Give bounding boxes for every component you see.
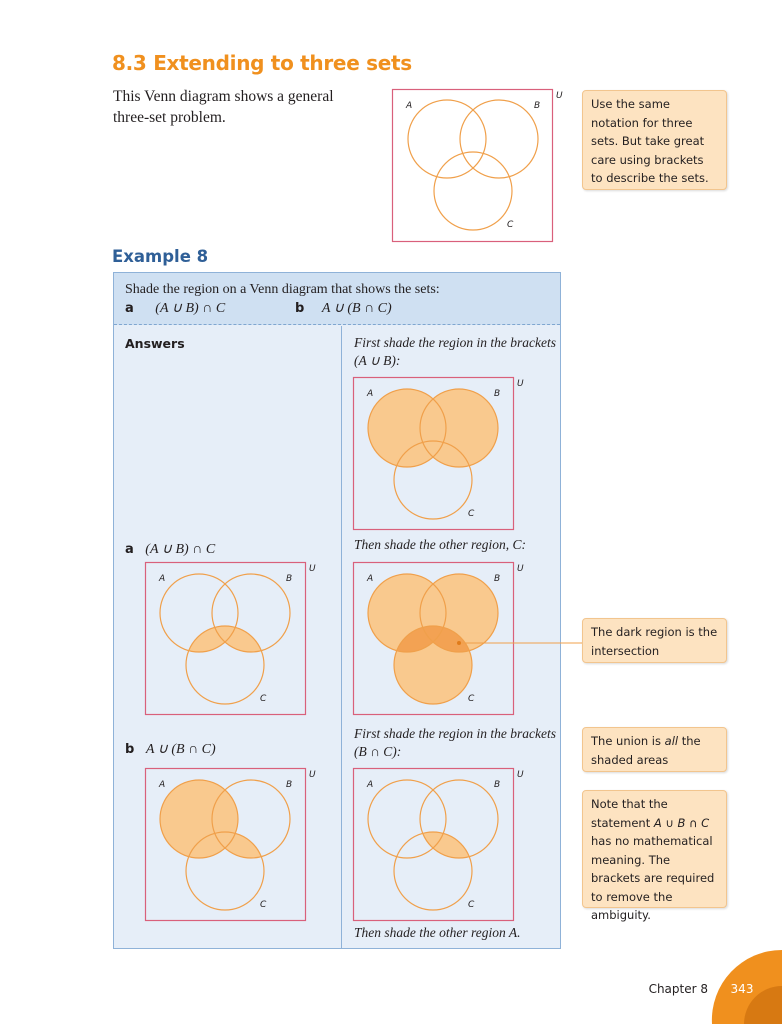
svg-text:C: C (260, 900, 267, 910)
part-a-label: a (125, 301, 134, 316)
venn-frame (393, 90, 553, 242)
svg-text:U: U (517, 564, 524, 574)
svg-text:U: U (309, 564, 316, 574)
svg-text:B: B (494, 389, 501, 399)
step-2-text: Then shade the other region, C: (354, 537, 526, 552)
svg-text:C: C (468, 694, 475, 704)
part-b-label: b (295, 301, 305, 316)
svg-text:C: C (468, 900, 475, 910)
part-a-expr: (A ∪ B) ∩ C (155, 301, 226, 316)
intro-text: This Venn diagram shows a general three-set problem. (113, 88, 334, 126)
venn-step3-b-intersect-c (353, 768, 524, 923)
step-1-text: First shade the region in the brackets (A ∪ B): (354, 335, 556, 368)
section-title: 8.3 Extending to three sets (112, 51, 412, 75)
svg-text:B: B (494, 780, 501, 790)
part-b-expr: A ∪ (B ∩ C) (321, 301, 392, 316)
question-area (114, 273, 560, 325)
svg-text:U: U (309, 770, 316, 780)
question-part-b (295, 300, 392, 317)
venn-general (392, 89, 563, 243)
svg-text:A: A (367, 574, 374, 584)
svg-text:B: B (494, 574, 501, 584)
pointer-line (455, 638, 585, 648)
label-u: U (556, 91, 563, 101)
step-4-text: Then shade the other region A. (354, 925, 521, 940)
svg-text:C: C (260, 694, 267, 704)
circle-c (434, 152, 512, 230)
svg-text:A: A (159, 780, 166, 790)
svg-text:B: B (286, 780, 293, 790)
label-c: C (507, 220, 514, 230)
question-text: Shade the region on a Venn diagram that shows the sets: (125, 282, 440, 297)
step-3-text: First shade the region in the brackets (B ∩ C): (354, 726, 556, 759)
answer-b-heading: b A ∪ (B ∩ C) (125, 742, 216, 757)
answer-a-heading: a (A ∪ B) ∩ C (125, 542, 216, 557)
svg-text:A: A (367, 780, 374, 790)
venn-answer-b (145, 768, 316, 923)
circle-b (460, 100, 541, 178)
note-notation: Use the same notation for three sets. But take great care using brackets to describe the sets. (582, 90, 727, 190)
svg-text:U: U (517, 770, 524, 780)
svg-text:C: C (468, 509, 475, 519)
note-union: The union is all the shaded areas (582, 727, 727, 772)
venn-answer-a (145, 562, 316, 717)
page-number: 343 (730, 982, 754, 996)
question-part-a (125, 300, 225, 317)
example-title: Example 8 (112, 247, 209, 266)
answers-label: Answers (125, 336, 185, 351)
svg-text:A: A (367, 389, 374, 399)
footer-chapter: Chapter 8 (648, 982, 708, 996)
label-a: A (406, 101, 413, 111)
column-divider (341, 326, 342, 948)
note-ambiguity: Note that the statement A ∪ B ∩ C has no mathematical meaning. The brackets are required to remove the ambiguity. (582, 790, 727, 908)
svg-text:B: B (286, 574, 293, 584)
svg-text:A: A (159, 574, 166, 584)
svg-text:U: U (517, 379, 524, 389)
label-b: B (534, 101, 541, 111)
circle-a (408, 100, 486, 178)
note-dark-region: The dark region is the intersection (582, 618, 727, 663)
venn-step1-a-union-b (353, 377, 524, 532)
